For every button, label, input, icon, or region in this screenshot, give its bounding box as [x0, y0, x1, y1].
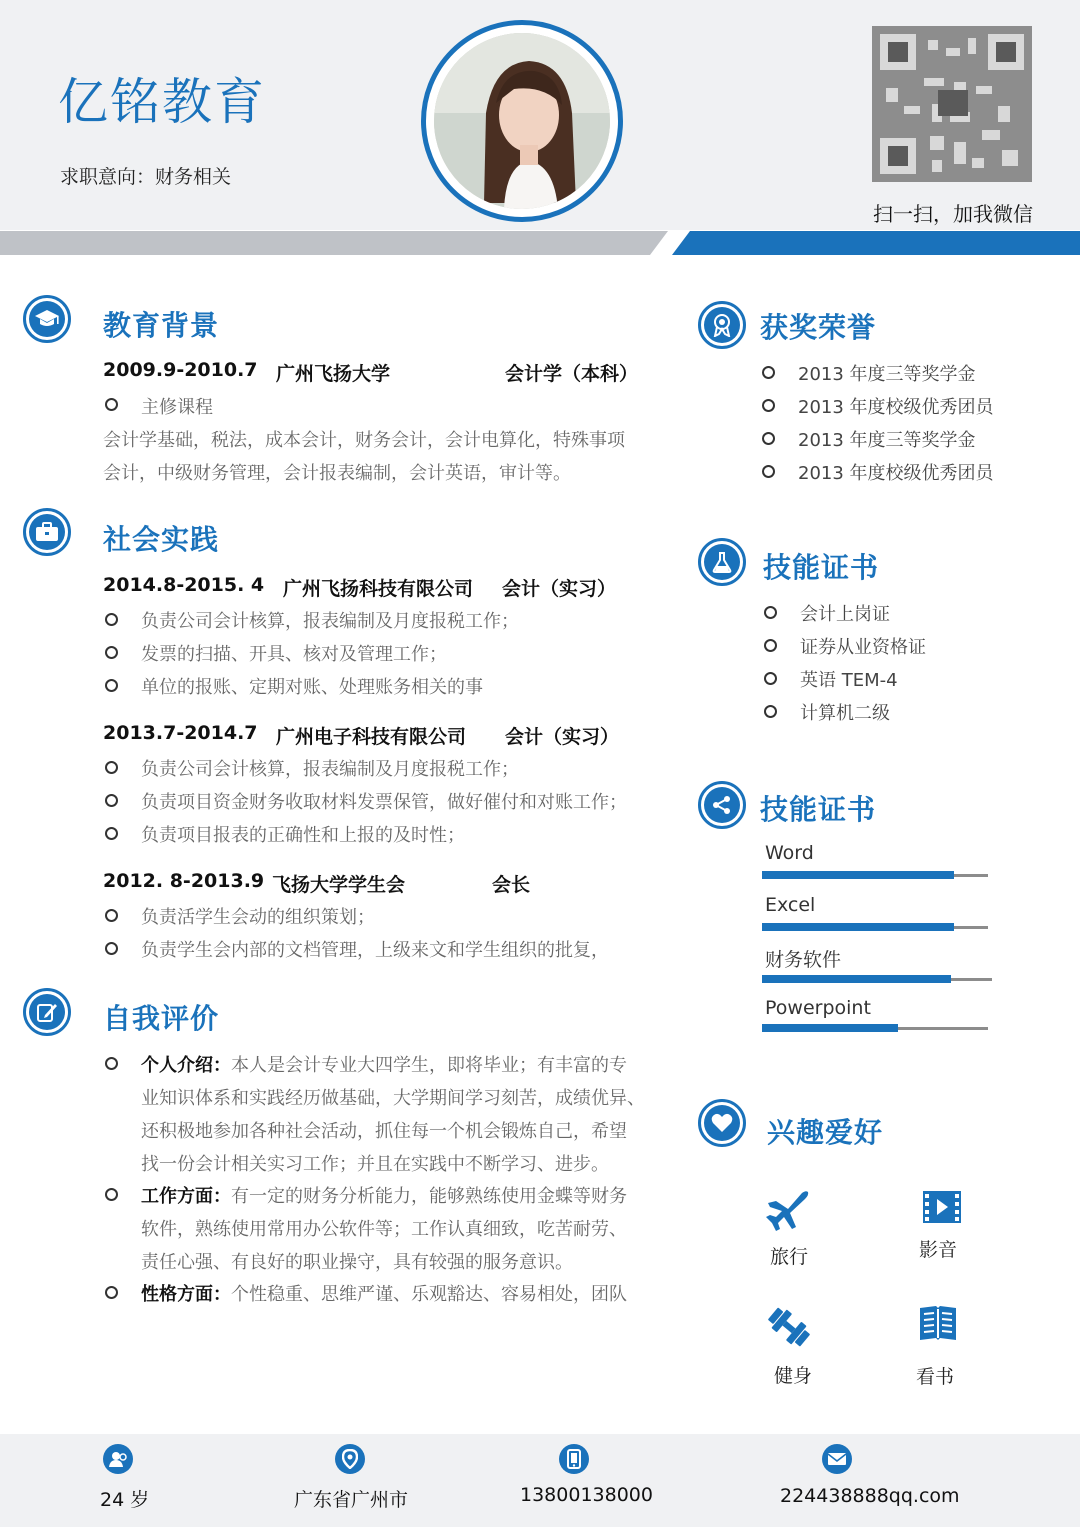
footer-background: [0, 1434, 1080, 1527]
bullet-circle: [105, 1057, 118, 1070]
courses-label: 主修课程: [141, 397, 213, 418]
job-period: 2012. 8-2013.9: [103, 870, 265, 892]
job-duty: 负责公司会计核算，报表编制及月度报税工作；: [141, 611, 519, 632]
courses-text: 会计，中级财务管理，会计报表编制，会计英语，审计等。: [103, 463, 571, 484]
footer-age: 24 岁: [100, 1489, 150, 1511]
bullet-circle: [105, 794, 118, 807]
hobby-label: 看书: [916, 1366, 955, 1388]
education-title: 教育背景: [103, 309, 220, 342]
hobby-label: 旅行: [770, 1246, 809, 1268]
bullet-circle: [105, 679, 118, 692]
certs-title: 技能证书: [763, 551, 880, 584]
self-eval-text: 有一定的财务分析能力，能够熟练使用金蝶等财务: [231, 1186, 627, 1207]
self-eval-text: 业知识体系和实践经历做基础，大学期间学习刻苦，成绩优异、: [141, 1088, 645, 1109]
award-item: 2013 年度三等奖学金: [798, 430, 976, 451]
bullet-circle: [105, 1286, 118, 1299]
avatar: [434, 33, 610, 209]
self-eval-title: 自我评价: [103, 1002, 220, 1035]
job-role: 会长: [492, 874, 531, 896]
mail-icon: [822, 1444, 852, 1474]
bullet-circle: [764, 672, 777, 685]
bullet-circle: [105, 613, 118, 626]
cert-item: 会计上岗证: [800, 604, 890, 625]
skill-label: 财务软件: [765, 949, 842, 971]
skill-label: Powerpoint: [765, 997, 871, 1019]
flask-icon: [698, 538, 746, 586]
awards-title: 获奖荣誉: [760, 311, 877, 344]
cert-item: 证券从业资格证: [800, 637, 926, 658]
job-company: 广州飞扬科技有限公司: [283, 578, 474, 600]
bullet-circle: [762, 465, 775, 478]
bullet-circle: [105, 827, 118, 840]
bullet-circle: [762, 432, 775, 445]
edit-pencil-icon: [23, 988, 71, 1036]
skill-bar-fill: [762, 975, 951, 983]
self-eval-label: 性格方面：: [141, 1284, 231, 1305]
bullet-circle: [764, 705, 777, 718]
award-item: 2013 年度三等奖学金: [798, 364, 976, 385]
hobby-label: 影音: [919, 1239, 958, 1261]
job-duty: 负责项目报表的正确性和上报的及时性；: [141, 825, 465, 846]
bullet-circle: [762, 366, 775, 379]
self-eval-line: [141, 1280, 627, 1306]
cert-item: 计算机二级: [800, 703, 890, 724]
briefcase-icon: [23, 508, 71, 556]
skill-label: Word: [765, 842, 814, 864]
education-period: 2009.9-2010.7: [103, 359, 258, 381]
self-eval-line: [141, 1182, 627, 1208]
job-company: 广州电子科技有限公司: [276, 726, 467, 748]
bullet-circle: [762, 399, 775, 412]
award-item: 2013 年度校级优秀团员: [798, 397, 994, 418]
footer-email: 224438888qq.com: [780, 1485, 960, 1507]
medal-icon: [698, 301, 746, 349]
footer-city: 广东省广州市: [294, 1489, 409, 1511]
bullet-circle: [105, 942, 118, 955]
job-duty: 负责公司会计核算，报表编制及月度报税工作；: [141, 759, 519, 780]
bullet-circle: [764, 606, 777, 619]
self-eval-line: [141, 1051, 627, 1077]
skills-list: [762, 840, 994, 1040]
self-eval-label: 工作方面：: [141, 1186, 231, 1207]
qr-caption: 扫一扫，加我微信: [873, 202, 1033, 226]
self-eval-text: 本人是会计专业大四学生，即将毕业；有丰富的专: [231, 1055, 627, 1076]
self-eval-text: 找一份会计相关实习工作；并且在实践中不断学习、进步。: [141, 1154, 609, 1175]
footer-phone: 13800138000: [520, 1484, 653, 1506]
share-icon: [698, 781, 746, 829]
self-eval-text: 还积极地参加各种社会活动，抓住每一个机会锻炼自己，希望: [141, 1121, 627, 1142]
job-duty: 发票的扫描、开具、核对及管理工作；: [141, 644, 447, 665]
brand-title: 亿铭教育: [58, 73, 266, 131]
job-period: 2014.8-2015. 4: [103, 574, 265, 596]
self-eval-label: 个人介绍：: [141, 1055, 231, 1076]
practice-title: 社会实践: [103, 523, 220, 556]
skill-bar-fill: [762, 1024, 898, 1032]
header-divider-band: [0, 231, 1080, 255]
location-pin-icon: [335, 1444, 365, 1474]
job-duty: 负责学生会内部的文档管理，上级来文和学生组织的批复，: [141, 940, 609, 961]
education-school: 广州飞扬大学: [276, 363, 391, 385]
wechat-qr-code: [872, 26, 1032, 182]
hobbies-title: 兴趣爱好: [767, 1116, 884, 1149]
job-role: 会计（实习）: [505, 726, 620, 748]
job-duty: 负责活学生会动的组织策划；: [141, 907, 375, 928]
skill-bar-fill: [762, 871, 954, 879]
video-icon: [922, 1190, 962, 1228]
self-eval-text: 责任心强、有良好的职业操守，具有较强的服务意识。: [141, 1252, 573, 1273]
bullet-circle: [764, 639, 777, 652]
skills-title: 技能证书: [760, 793, 877, 826]
bullet-circle: [105, 1188, 118, 1201]
job-company: 飞扬大学学生会: [272, 874, 406, 896]
job-period: 2013.7-2014.7: [103, 722, 258, 744]
job-intent: 求职意向：财务相关: [60, 166, 232, 188]
job-role: 会计（实习）: [502, 578, 617, 600]
bullet-circle: [105, 761, 118, 774]
skill-label: Excel: [765, 894, 816, 916]
skill-bar-fill: [762, 923, 954, 931]
book-icon: [918, 1304, 958, 1346]
self-eval-text: 个性稳重、思维严谨、乐观豁达、容易相处，团队: [231, 1284, 627, 1305]
cert-item: 英语 TEM-4: [800, 670, 898, 691]
hobby-label: 健身: [774, 1365, 813, 1387]
airplane-icon: [764, 1187, 810, 1237]
phone-icon: [559, 1444, 589, 1474]
dumbbell-icon: [766, 1305, 812, 1353]
education-major: 会计学（本科）: [505, 363, 639, 385]
self-eval-text: 软件，熟练使用常用办公软件等；工作认真细致，吃苦耐劳、: [141, 1219, 627, 1240]
bullet-circle: [105, 646, 118, 659]
heart-icon: [698, 1099, 746, 1147]
user-icon: [103, 1444, 133, 1474]
courses-text: 会计学基础，税法，成本会计，财务会计，会计电算化，特殊事项: [103, 430, 625, 451]
job-duty: 单位的报账、定期对账、处理账务相关的事: [141, 677, 483, 698]
job-duty: 负责项目资金财务收取材料发票保管，做好催付和对账工作；: [141, 792, 627, 813]
graduation-cap-icon: [23, 295, 71, 343]
bullet-circle: [105, 398, 118, 411]
bullet-circle: [105, 909, 118, 922]
award-item: 2013 年度校级优秀团员: [798, 463, 994, 484]
